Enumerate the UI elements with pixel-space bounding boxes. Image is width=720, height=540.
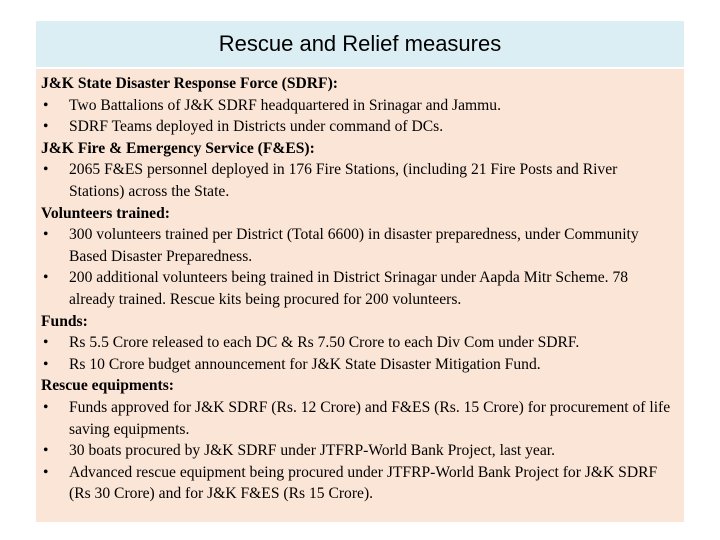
section-heading-sdrf: J&K State Disaster Response Force (SDRF): bbox=[41, 75, 338, 92]
bullet-icon: • bbox=[43, 118, 49, 136]
bullet-icon: • bbox=[43, 226, 49, 244]
section-heading-fes: J&K Fire & Emergency Service (F&ES): bbox=[41, 139, 315, 157]
section-heading-funds: Funds: bbox=[41, 312, 88, 330]
list-item-text: SDRF Teams deployed in Districts under command of DCs. bbox=[69, 118, 444, 136]
title-bar bbox=[36, 21, 684, 67]
content-panel bbox=[36, 69, 684, 522]
bullet-icon: • bbox=[43, 398, 49, 416]
bullet-icon: • bbox=[43, 269, 49, 287]
bullet-icon: • bbox=[43, 442, 49, 460]
bullet-icon: • bbox=[43, 161, 49, 179]
list-item bbox=[41, 462, 676, 505]
list-item bbox=[41, 332, 676, 354]
list-item bbox=[41, 440, 676, 462]
list-item-text: Funds approved for J&K SDRF (Rs. 12 Crore) and F&ES (Rs. 15 Crore) for procurement of life saving equipments. bbox=[69, 398, 671, 438]
list-item-text: 300 volunteers trained per District (Total 6600) in disaster preparedness, under Community Based Disaster Preparedness. bbox=[69, 226, 639, 265]
list-item bbox=[41, 159, 676, 202]
section-heading-volunteers: Volunteers trained: bbox=[41, 204, 170, 222]
list-item bbox=[41, 95, 676, 117]
list-item bbox=[41, 116, 676, 138]
bullet-icon: • bbox=[43, 463, 49, 481]
list-item bbox=[41, 267, 676, 310]
list-item-text: 30 boats procured by J&K SDRF under JTFRP-World Bank Project, last year. bbox=[69, 442, 556, 460]
list-item-text: 2065 F&ES personnel deployed in 176 Fire Stations, (including 21 Fire Posts and River Stations) across the State. bbox=[69, 161, 618, 200]
bullet-icon: • bbox=[43, 355, 49, 373]
list-item bbox=[41, 397, 676, 440]
bullet-icon: • bbox=[43, 96, 49, 114]
slide-title: Rescue and Relief measures bbox=[218, 31, 502, 56]
list-item-text: 200 additional volunteers being trained in District Srinagar under Aapda Mitr Scheme. 78 already trained. Rescue kits being procured for 200 volunteers. bbox=[69, 269, 629, 308]
section-heading-equipment: Rescue equipments: bbox=[41, 377, 174, 395]
list-item bbox=[41, 354, 676, 376]
bullet-icon: • bbox=[43, 334, 49, 352]
list-item-text: Rs 10 Crore budget announcement for J&K State Disaster Mitigation Fund. bbox=[69, 355, 541, 373]
list-item-text: Rs 5.5 Crore released to each DC & Rs 7.50 Crore to each Div Com under SDRF. bbox=[69, 334, 580, 352]
list-item bbox=[41, 224, 676, 267]
list-item-text: Two Battalions of J&K SDRF headquartered in Srinagar and Jammu. bbox=[69, 96, 501, 114]
list-item-text: Advanced rescue equipment being procured under JTFRP-World Bank Project for J&K SDRF (Rs 30 Crore) and for J&K F&ES (Rs 15 Crore). bbox=[69, 463, 658, 503]
